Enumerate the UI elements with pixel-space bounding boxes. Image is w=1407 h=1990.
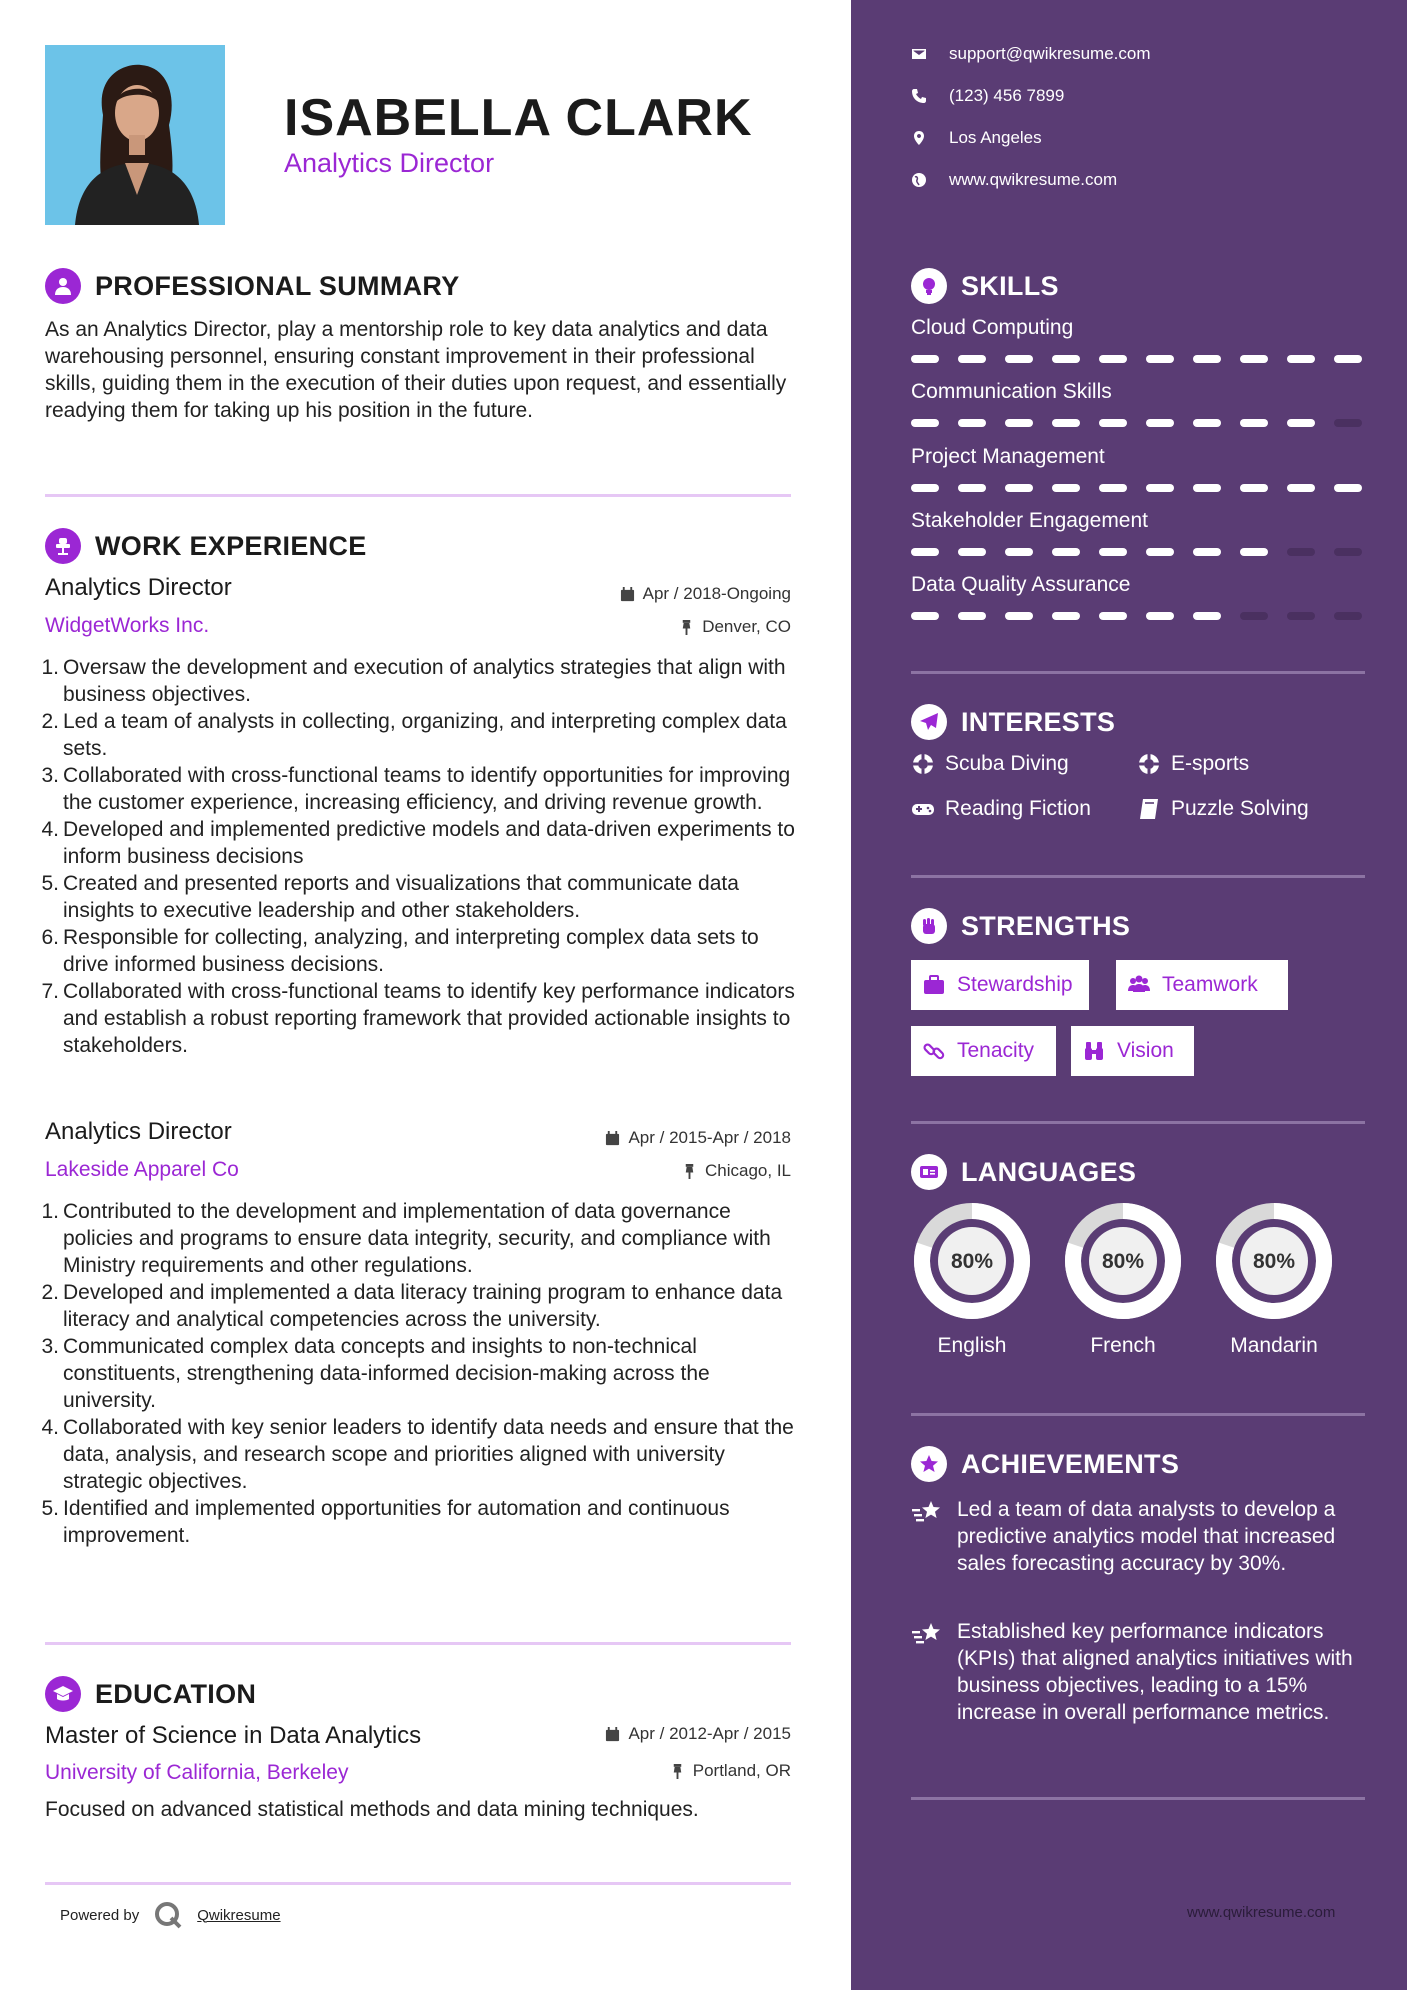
- strengths-title: STRENGTHS: [961, 910, 1131, 941]
- list-item: 6. Responsible for collecting, analyzing, and interpreting complex data sets to drive informed business decisions.: [41, 926, 759, 976]
- skill-level-bar: [911, 612, 1367, 620]
- calendar-icon: [620, 587, 635, 602]
- skill-dash: [1005, 355, 1033, 363]
- job-duties: [30, 654, 795, 1059]
- skill-dash: [1052, 612, 1080, 620]
- contact-email[interactable]: support@qwikresume.com: [911, 44, 1151, 64]
- job-dates: Apr / 2015-Apr / 2018: [605, 1128, 791, 1148]
- section-divider: [911, 875, 1365, 878]
- skill-dash: [1240, 612, 1268, 620]
- language-item: 80% French: [1062, 1200, 1184, 1358]
- skill-dash: [1193, 355, 1221, 363]
- language-percent-label: 80%: [950, 1250, 994, 1273]
- education-title: EDUCATION: [95, 1678, 257, 1709]
- briefcase-icon: [45, 528, 81, 564]
- section-divider: [45, 1882, 791, 1885]
- skill-dash: [911, 612, 939, 620]
- skill-dash: [1052, 548, 1080, 556]
- skill-dash: [1146, 484, 1174, 492]
- translate-icon: [911, 1154, 947, 1190]
- envelope-icon: [911, 46, 927, 62]
- powered-by: Powered by Qwikresume: [60, 1900, 281, 1930]
- summary-heading: [45, 268, 460, 304]
- shooting-star-icon: [911, 1499, 943, 1527]
- contact-phone[interactable]: (123) 456 7899: [911, 86, 1064, 106]
- pin-icon: [682, 1164, 697, 1179]
- lightbulb-icon: [911, 268, 947, 304]
- globe-icon: [911, 172, 927, 188]
- interests-title: INTERESTS: [961, 706, 1116, 737]
- skill-dash: [1287, 484, 1315, 492]
- school-name: University of California, Berkeley: [45, 1761, 349, 1784]
- strength-chip: Vision: [1071, 1026, 1194, 1076]
- job-dates: Apr / 2018-Ongoing: [620, 584, 791, 604]
- skill-dash: [958, 419, 986, 427]
- section-divider: [45, 1642, 791, 1645]
- life-ring-icon: [911, 752, 935, 776]
- skill-dash: [1334, 355, 1362, 363]
- interest-item: Reading Fiction: [911, 797, 1091, 821]
- job-title: Analytics Director: [45, 1118, 232, 1145]
- languages-heading: [911, 1154, 1136, 1190]
- list-item: 5. Identified and implemented opportunities for automation and continuous improvement.: [41, 1497, 730, 1547]
- skill-level-bar: [911, 484, 1367, 492]
- skill-dash: [1099, 419, 1127, 427]
- skills-heading: [911, 268, 1059, 304]
- skill-dash: [1193, 419, 1221, 427]
- job-company: WidgetWorks Inc.: [45, 614, 210, 637]
- footer-website[interactable]: www.qwikresume.com: [1187, 1904, 1336, 1921]
- contact-location: Los Angeles: [911, 128, 1042, 148]
- skill-dash: [911, 548, 939, 556]
- book-icon: [1137, 797, 1161, 821]
- education-description: Focused on advanced statistical methods and data mining techniques.: [45, 1798, 699, 1821]
- strength-chip: Teamwork: [1116, 960, 1288, 1010]
- skill-dash: [1099, 612, 1127, 620]
- strengths-heading: [911, 908, 1130, 944]
- pin-icon: [670, 1764, 685, 1779]
- skill-item: Data Quality Assurance: [911, 573, 1367, 620]
- life-ring-icon: [1137, 752, 1161, 776]
- map-pin-icon: [911, 130, 927, 146]
- strength-chip: Stewardship: [911, 960, 1089, 1010]
- skill-dash: [1334, 548, 1362, 556]
- list-item: 3. Collaborated with cross-functional teams to identify opportunities for improving the customer experience, increasing efficiency, and driving revenue growth.: [41, 764, 791, 814]
- candidate-role: Analytics Director: [284, 148, 495, 178]
- user-icon: [45, 268, 81, 304]
- skill-level-bar: [911, 419, 1367, 427]
- binoculars-icon: [1083, 1040, 1105, 1062]
- list-item: 3. Communicated complex data concepts and insights to non-technical constituents, strengthening data-informed decision-making across the university.: [41, 1335, 710, 1412]
- language-ring: [1062, 1200, 1184, 1322]
- achievement-item: Led a team of data analysts to develop a predictive analytics model that increased sales forecasting accuracy by 30%.: [911, 1496, 1371, 1577]
- skill-dash: [1193, 612, 1221, 620]
- job-location: Chicago, IL: [682, 1161, 791, 1181]
- achievement-item: Established key performance indicators (KPIs) that aligned analytics initiatives with business objectives, leading to a 15% increase in overall performance metrics.: [911, 1618, 1371, 1726]
- experience-title: WORK EXPERIENCE: [95, 530, 367, 561]
- skill-dash: [1052, 419, 1080, 427]
- skill-dash: [1146, 355, 1174, 363]
- skill-dash: [1240, 484, 1268, 492]
- candidate-name: ISABELLA CLARK: [284, 89, 753, 147]
- skill-item: Cloud Computing: [911, 316, 1367, 363]
- list-item: 5. Created and presented reports and visualizations that communicate data insights to executive leadership and other stakeholders.: [41, 872, 739, 922]
- section-divider: [911, 1797, 1365, 1800]
- skill-dash: [1052, 484, 1080, 492]
- skill-dash: [911, 419, 939, 427]
- skills-title: SKILLS: [961, 270, 1059, 301]
- language-item: 80% Mandarin: [1213, 1200, 1335, 1358]
- education-heading: [45, 1676, 256, 1712]
- interests-heading: [911, 704, 1115, 740]
- skill-dash: [958, 612, 986, 620]
- list-item: 2. Developed and implemented a data literacy training program to enhance data literacy and analytical competencies across the university.: [41, 1281, 783, 1331]
- skill-dash: [1099, 355, 1127, 363]
- briefcase-icon: [923, 974, 945, 996]
- language-ring: [911, 1200, 1033, 1322]
- skill-level-bar: [911, 548, 1367, 556]
- list-item: 2. Led a team of analysts in collecting, organizing, and interpreting complex data sets.: [41, 710, 787, 760]
- skill-item: Communication Skills: [911, 380, 1367, 427]
- profile-photo: [45, 45, 225, 225]
- summary-title: PROFESSIONAL SUMMARY: [95, 270, 460, 301]
- skill-dash: [1240, 355, 1268, 363]
- star-icon: [911, 1446, 947, 1482]
- qwikresume-logo-icon: [153, 1900, 183, 1930]
- skill-dash: [1005, 484, 1033, 492]
- skill-dash: [1005, 419, 1033, 427]
- skill-dash: [1334, 419, 1362, 427]
- section-divider: [911, 1413, 1365, 1416]
- shooting-star-icon: [911, 1621, 943, 1649]
- list-item: 1. Oversaw the development and execution of analytics strategies that align with business objectives.: [41, 656, 786, 706]
- achievements-title: ACHIEVEMENTS: [961, 1448, 1180, 1479]
- summary-text: As an Analytics Director, play a mentorship role to key data analytics and data warehousing personnel, ensuring constant improvement in their professional skills, guiding them in the execution of their duties upon request, and essentially readying them for taking up his position in the future.: [45, 318, 787, 422]
- language-ring: [1213, 1200, 1335, 1322]
- interest-item: E-sports: [1137, 752, 1249, 776]
- skill-dash: [1005, 548, 1033, 556]
- phone-icon: [911, 88, 927, 104]
- skill-dash: [1146, 419, 1174, 427]
- skill-dash: [1099, 484, 1127, 492]
- strength-chip: Tenacity: [911, 1026, 1056, 1076]
- skill-dash: [911, 484, 939, 492]
- list-item: 4. Developed and implemented predictive models and data-driven experiments to inform business decisions: [41, 818, 795, 868]
- skill-dash: [1287, 612, 1315, 620]
- pin-icon: [679, 620, 694, 635]
- job-company: Lakeside Apparel Co: [45, 1158, 239, 1181]
- achievements-heading: [911, 1446, 1179, 1482]
- interest-item: Scuba Diving: [911, 752, 1069, 776]
- language-percent-label: 80%: [1101, 1250, 1145, 1273]
- skill-dash: [1052, 355, 1080, 363]
- calendar-icon: [605, 1131, 620, 1146]
- list-item: 4. Collaborated with key senior leaders to identify data needs and ensure that the data, analysis, and research scope and priorities aligned with university strategic objectives.: [41, 1416, 794, 1493]
- skill-dash: [1287, 355, 1315, 363]
- paper-plane-icon: [911, 704, 947, 740]
- skill-dash: [1146, 548, 1174, 556]
- sidebar: [851, 0, 1407, 1990]
- interest-item: Puzzle Solving: [1137, 797, 1309, 821]
- contact-website[interactable]: www.qwikresume.com: [911, 170, 1117, 190]
- skill-item: Stakeholder Engagement: [911, 509, 1367, 556]
- skill-dash: [1240, 548, 1268, 556]
- skill-dash: [1099, 548, 1127, 556]
- job-duties: [30, 1198, 795, 1549]
- gamepad-icon: [911, 797, 935, 821]
- languages-title: LANGUAGES: [961, 1156, 1137, 1187]
- experience-heading: [45, 528, 367, 564]
- qwikresume-link[interactable]: Qwikresume: [197, 1906, 281, 1924]
- section-divider: [45, 494, 791, 497]
- calendar-icon: [605, 1727, 620, 1742]
- skill-dash: [1334, 612, 1362, 620]
- skill-dash: [911, 355, 939, 363]
- skill-dash: [1146, 612, 1174, 620]
- graduation-cap-icon: [45, 1676, 81, 1712]
- skill-dash: [1193, 548, 1221, 556]
- skill-dash: [1287, 548, 1315, 556]
- job-title: Analytics Director: [45, 574, 232, 601]
- skill-level-bar: [911, 355, 1367, 363]
- skill-dash: [1240, 419, 1268, 427]
- language-item: 80% English: [911, 1200, 1033, 1358]
- link-icon: [923, 1040, 945, 1062]
- section-divider: [911, 1121, 1365, 1124]
- skill-dash: [958, 484, 986, 492]
- language-percent-label: 80%: [1252, 1250, 1296, 1273]
- skill-dash: [958, 355, 986, 363]
- education-location: Portland, OR: [670, 1761, 791, 1781]
- list-item: 1. Contributed to the development and implementation of data governance policies and programs to ensure data integrity, security, and compliance with Ministry requirements and other regulations.: [41, 1200, 771, 1277]
- degree-title: Master of Science in Data Analytics: [45, 1722, 422, 1749]
- fist-icon: [911, 908, 947, 944]
- skill-dash: [1287, 419, 1315, 427]
- job-location: Denver, CO: [679, 617, 791, 637]
- section-divider: [911, 671, 1365, 674]
- education-dates: Apr / 2012-Apr / 2015: [605, 1724, 791, 1744]
- skill-item: Project Management: [911, 445, 1367, 492]
- skill-dash: [1193, 484, 1221, 492]
- skill-dash: [958, 548, 986, 556]
- skill-dash: [1334, 484, 1362, 492]
- list-item: 7. Collaborated with cross-functional teams to identify key performance indicators and establish a robust reporting framework that provided actionable insights to stakeholders.: [41, 980, 795, 1057]
- users-icon: [1128, 974, 1150, 996]
- skill-dash: [1005, 612, 1033, 620]
